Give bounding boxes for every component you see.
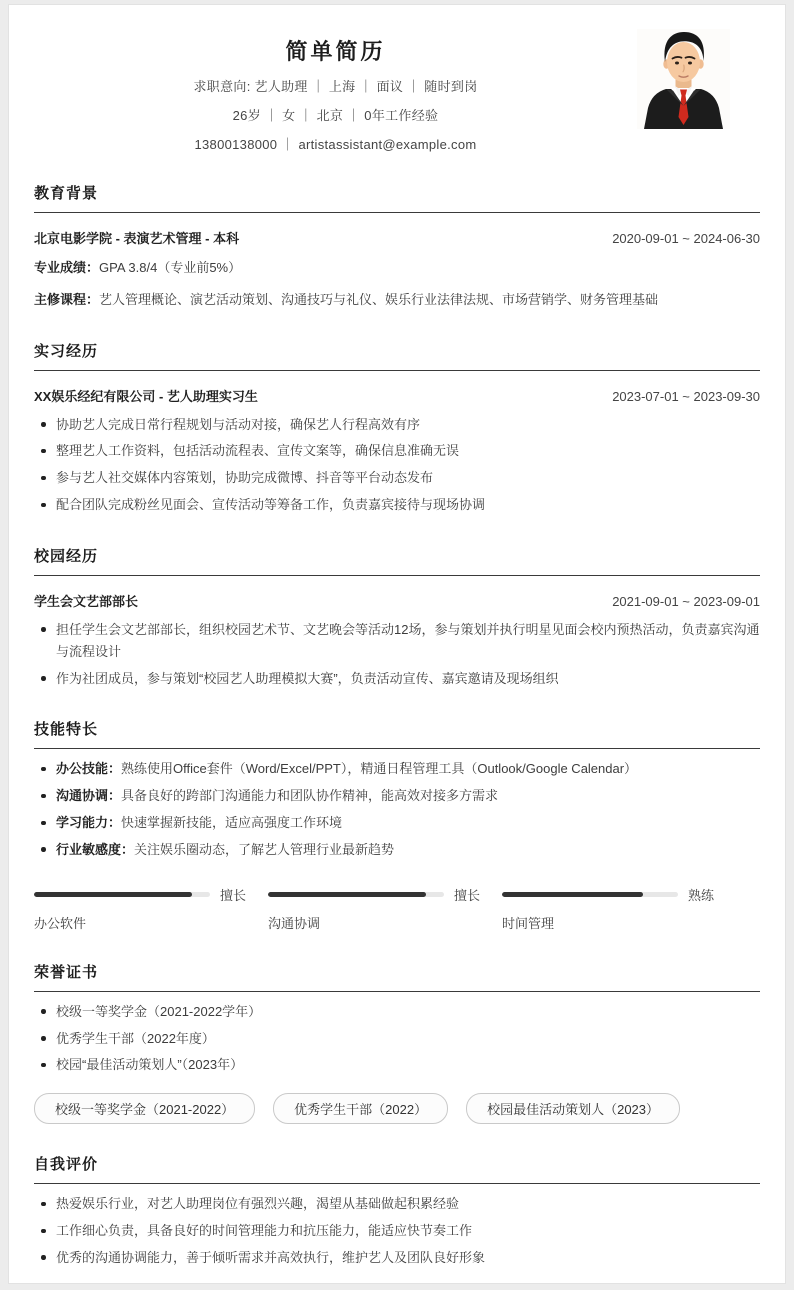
skills-bullets — [34, 758, 760, 860]
education-date: 2020-09-01 ~ 2024-06-30 — [612, 231, 760, 246]
honor-badge: 校园最佳活动策划人（2023） — [466, 1093, 680, 1124]
skill-bar-office — [34, 885, 246, 932]
bullet-item: 校园“最佳活动策划人”（2023年） — [34, 1054, 760, 1076]
section-internship — [34, 340, 760, 516]
bullet-item — [34, 812, 760, 834]
section-honors — [34, 961, 760, 1124]
bullet-item: 热爱娱乐行业，对艺人助理岗位有强烈兴趣，渴望从基础做起积累经验 — [34, 1193, 760, 1215]
bullet-item: 担任学生会文艺部部长，组织校园艺术节、文艺晚会等活动12场，参与策划并执行明星见面会校内预热活动，负责嘉宾沟通与流程设计 — [34, 619, 760, 663]
school-name: 北京电影学院 - 表演艺术管理 - 本科 — [34, 231, 240, 246]
skill-name: 时间管理 — [502, 915, 555, 931]
skill-text: 快速掌握新技能，适应高强度工作环境 — [121, 815, 343, 831]
bullet-item: 优秀的沟通协调能力，善于倾听需求并高效执行，维护艺人及团队良好形象 — [34, 1247, 760, 1269]
courses-row — [34, 290, 760, 311]
resume-header — [34, 29, 760, 153]
bullet-item: 优秀学生干部（2022年度） — [34, 1028, 760, 1050]
section-title-skills: 技能特长 — [34, 718, 760, 749]
skill-bars — [34, 885, 760, 932]
skill-bar-time-management — [502, 885, 714, 932]
honor-badge: 优秀学生干部（2022） — [273, 1093, 448, 1124]
skill-label: 行业敏感度： — [56, 841, 135, 857]
internship-date: 2023-07-01 ~ 2023-09-30 — [612, 388, 760, 404]
skill-name: 办公软件 — [34, 915, 87, 931]
bullet-item: 参与艺人社交媒体内容策划，协助完成微博、抖音等平台动态发布 — [34, 467, 760, 489]
bullet-item — [34, 785, 760, 807]
campus-bullets — [34, 619, 760, 689]
skill-bar-communication — [268, 885, 480, 932]
campus-date: 2021-09-01 ~ 2023-09-01 — [612, 593, 760, 609]
skill-level-label: 擅长 — [219, 887, 246, 903]
skill-name: 沟通协调 — [268, 915, 321, 931]
section-education — [34, 182, 760, 311]
bullet-item: 整理艺人工作资料，包括活动流程表、宣传文案等，确保信息准确无误 — [34, 440, 760, 462]
section-skills — [34, 718, 760, 931]
skill-bar-fill — [502, 892, 643, 897]
bullet-item — [34, 758, 760, 780]
internship-entry-head — [34, 386, 760, 405]
skill-bar-track — [268, 892, 444, 897]
job-intent-line: 求职意向: 艺人助理 ｜ 上海 ｜ 面议 ｜ 随时到岗 — [193, 79, 478, 94]
section-title-honors: 荣誉证书 — [34, 961, 760, 992]
bullet-item: 配合团队完成粉丝见面会、宣传活动等筹备工作，负责嘉宾接待与现场协调 — [34, 494, 760, 516]
resume-page — [8, 4, 786, 1284]
basic-info-line: 26岁 ｜ 女 ｜ 北京 ｜ 0年工作经验 — [232, 108, 439, 123]
skill-bar-fill — [268, 892, 426, 897]
courses-label: 主修课程： — [34, 291, 100, 307]
section-self-evaluation — [34, 1153, 760, 1268]
gpa-row — [34, 258, 760, 279]
section-campus — [34, 545, 760, 689]
skill-label: 沟通协调： — [56, 788, 122, 804]
skill-text: 关注娱乐圈动态，了解艺人管理行业最新趋势 — [134, 841, 395, 857]
gpa-value: GPA 3.8/4（专业前5%） — [99, 260, 242, 275]
education-entry-head — [34, 228, 760, 247]
gpa-label: 专业成绩： — [34, 260, 100, 275]
skill-text: 熟练使用Office套件（Word/Excel/PPT），精通日程管理工具（Outlook/Google Calendar） — [121, 761, 638, 777]
self-evaluation-bullets — [34, 1193, 760, 1268]
profile-photo — [637, 29, 730, 129]
contact-line: 13800138000 ｜ artistassistant@example.com — [194, 137, 477, 152]
courses-value: 艺人管理概论、演艺活动策划、沟通技巧与礼仪、娱乐行业法律法规、市场营销学、财务管理基础 — [99, 291, 659, 307]
resume-title: 简单简历 — [285, 39, 386, 64]
bullet-item — [34, 839, 760, 861]
avatar-illustration — [637, 29, 730, 129]
skill-bar-track — [34, 892, 210, 897]
skill-bar-fill — [34, 892, 192, 897]
skill-level-label: 擅长 — [453, 887, 480, 903]
section-title-self-evaluation: 自我评价 — [34, 1153, 760, 1184]
campus-entry-head — [34, 591, 760, 610]
header-text-block — [34, 29, 637, 153]
bullet-item: 工作细心负责，具备良好的时间管理能力和抗压能力，能适应快节奏工作 — [34, 1220, 760, 1242]
section-title-education: 教育背景 — [34, 182, 760, 213]
skill-label: 办公技能： — [56, 761, 122, 777]
skill-label: 学习能力： — [56, 815, 122, 831]
internship-bullets — [34, 414, 760, 516]
honor-badges — [34, 1093, 760, 1124]
honors-bullets — [34, 1001, 760, 1076]
section-title-campus: 校园经历 — [34, 545, 760, 576]
section-title-internship: 实习经历 — [34, 340, 760, 371]
skill-text: 具备良好的跨部门沟通能力和团队协作精神，能高效对接多方需求 — [121, 788, 499, 804]
bullet-item: 作为社团成员，参与策划“校园艺人助理模拟大赛”，负责活动宣传、嘉宾邀请及现场组织 — [34, 668, 760, 690]
bullet-item: 校级一等奖学金（2021-2022学年） — [34, 1001, 760, 1023]
skill-bar-track — [502, 892, 678, 897]
skill-level-label: 熟练 — [687, 887, 714, 903]
company-role: XX娱乐经纪有限公司 - 艺人助理实习生 — [34, 388, 258, 404]
campus-role: 学生会文艺部部长 — [34, 593, 139, 609]
bullet-item: 协助艺人完成日常行程规划与活动对接，确保艺人行程高效有序 — [34, 414, 760, 436]
honor-badge: 校级一等奖学金（2021-2022） — [34, 1093, 255, 1124]
